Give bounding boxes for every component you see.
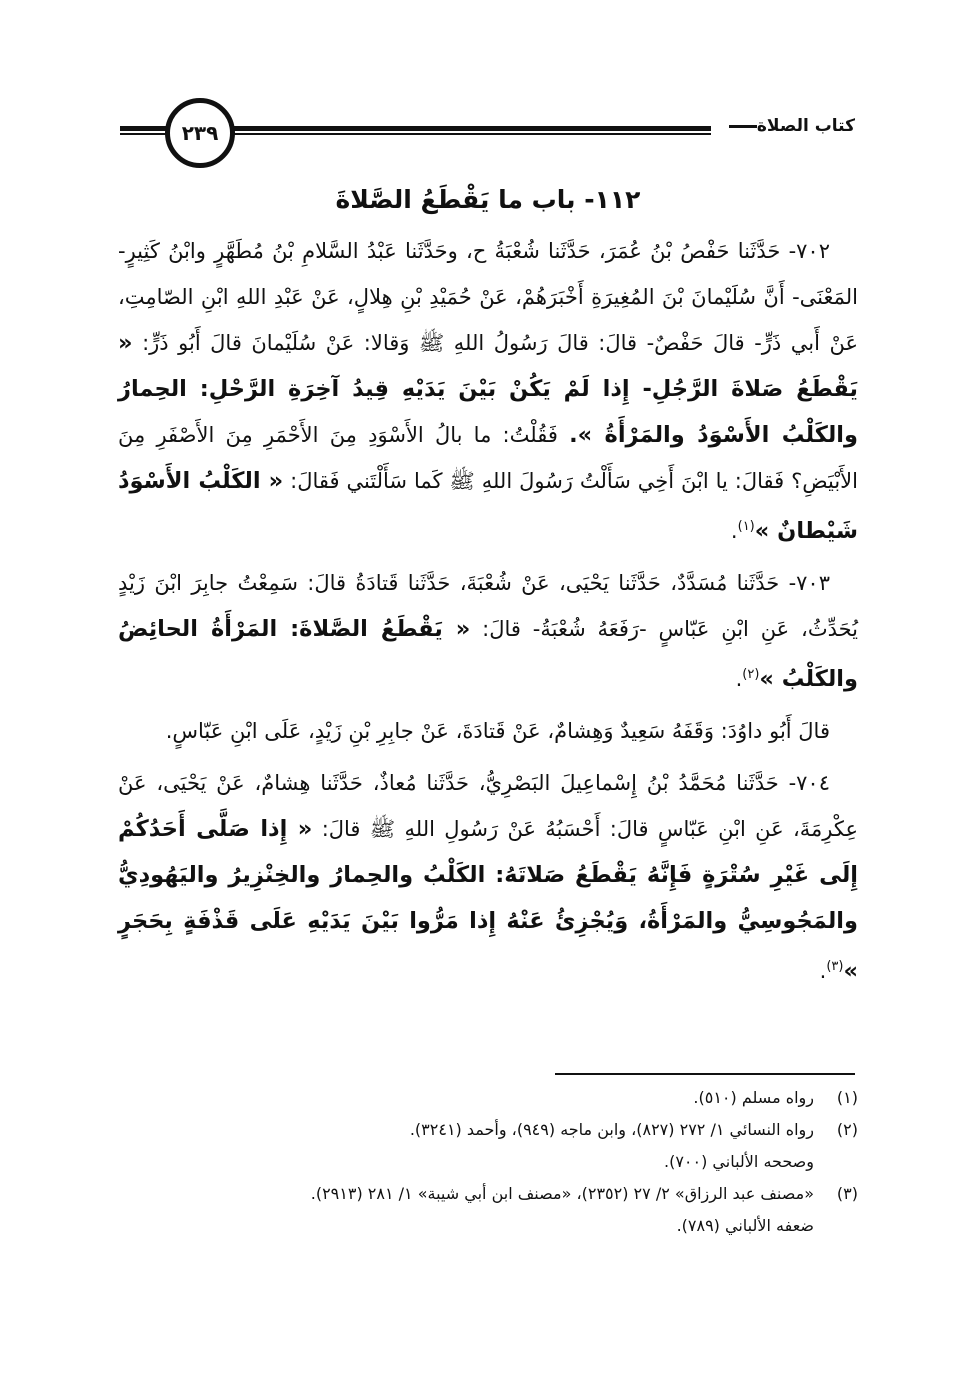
sentence-end: . xyxy=(730,519,738,543)
page-number: ٢٣٩ xyxy=(181,121,219,145)
footnote-line: ضعفه الألباني (٧٨٩). xyxy=(676,1216,814,1235)
footnote-body xyxy=(100,1114,814,1178)
main-text xyxy=(118,185,858,1000)
hadith-text: « يَقْطَعُ صَلاةَ الرَّجُلِ- إِذا لَمْ يَكُنْ بَيْنَ يَدَيْهِ قِيدُ آخِرَةِ الرَّحْلِ: الحِمارُ والكَلْبُ الأَسْوَدُ والمَرْأَةُ ». xyxy=(118,330,858,448)
hadith-text: « يَقْطَعُ الصَّلاةَ: المَرْأَةُ الحائِضُ والكَلْبُ » xyxy=(118,616,858,692)
footnote-line: رواه مسلم (٥١٠). xyxy=(693,1088,814,1107)
footnote-1 xyxy=(100,1082,858,1114)
page-number-badge xyxy=(165,98,235,168)
hadith-text: « الكَلْبُ الأَسْوَدُ شَيْطانٌ » xyxy=(118,468,858,544)
footnote-line: وصححه الألباني (٧٠٠). xyxy=(663,1152,814,1171)
hadith-704 xyxy=(118,760,858,994)
footnote-number: (١) xyxy=(836,1088,858,1107)
footnote-ref: (٣) xyxy=(826,959,844,974)
hadith-text: « إِذا صَلَّى أَحَدُكُمْ إِلَى غَيْرِ سُتْرَةٍ فَإِنَّهُ يَقْطَعُ صَلاتَهُ: الكَلْبُ والحِمارُ والخِنْزِيرُ واليَهُودِيُّ والمَجُوسِيُّ والمَرْأَةُ، وَيُجْزِئُ عَنْهُ إِذا مَرُّوا بَيْنَ يَدَيْهِ عَلَى قَذْفَةٍ بِحَجَرٍ » xyxy=(118,816,858,984)
footnote-separator xyxy=(555,1073,855,1075)
footnote-ref: (٢) xyxy=(742,667,760,682)
abu-dawud-note xyxy=(118,708,858,754)
footnote-2 xyxy=(100,1114,858,1178)
narration-text: فَقُلْتُ: ما بالُ الأَسْوَدِ مِنَ الأَحْمَرِ مِنَ الأَصْفَرِ مِنَ الأَبْيَضِ؟ فَقالَ: يا ابْنَ أَخِي سَأَلْتُ رَسُولَ اللهِ ﷺ كَما سَأَلْتَني فَقالَ: xyxy=(118,423,858,493)
hadith-703 xyxy=(118,560,858,702)
page-header xyxy=(120,95,855,165)
sentence-end: . xyxy=(735,667,743,691)
title-dash xyxy=(729,125,757,128)
footnote-number: (٣) xyxy=(836,1184,858,1203)
footnote-3 xyxy=(100,1178,858,1242)
isnad-text: ٧٠٢- حَدَّثَنا حَفْصُ بْنُ عُمَرَ، حَدَّثَنا شُعْبَةُ ح، وحَدَّثَنا عَبْدُ السَّلامِ بْنُ مُطَهَّرٍ وابْنُ كَثِيرٍ- المَعْنَى- أَنَّ سُلَيْمانَ بْنَ المُغِيرَةِ أَخْبَرَهُمْ، عَنْ حُمَيْدِ بْنِ هِلالٍ، عَنْ عَبْدِ اللهِ ابْنِ الصّامِتِ، عَنْ أَبي ذَرٍّ- قالَ حَفْصٌ- قالَ: قالَ رَسُولُ اللهِ ﷺ وَقالا: عَنْ سُلَيْمانَ قالَ أَبُو ذَرٍّ: xyxy=(118,239,858,355)
footnote-body xyxy=(100,1178,814,1242)
footnote-ref: (١) xyxy=(737,519,755,534)
footnote-line: «مصنف عبد الرزاق» ٢/ ٢٧ (٢٣٥٢)، «مصنف ابن أبي شيبة» ١/ ٢٨١ (٢٩١٣). xyxy=(310,1184,814,1203)
note-text: قالَ أَبُو داوُدَ: وَقَفَهُ سَعِيدٌ وَهِشامٌ، عَنْ قَتادَةَ، عَنْ جابِرِ بْنِ زَيْدٍ، عَلَى ابْنِ عَبّاسٍ. xyxy=(165,719,830,743)
book-title xyxy=(711,111,855,141)
footnotes xyxy=(100,1082,858,1242)
isnad-text: ٧٠٣- حَدَّثَنا مُسَدَّدٌ، حَدَّثَنا يَحْيَى، عَنْ شُعْبَةَ، حَدَّثَنا قَتادَةُ قالَ: سَمِعْتُ جابِرَ ابْنَ زَيْدٍ يُحَدِّثُ، عَنِ ابْنِ عَبّاسٍ -رَفَعَهُ شُعْبَةُ- قالَ: xyxy=(118,571,859,641)
hadith-702 xyxy=(118,228,858,554)
sentence-end: . xyxy=(819,959,827,983)
book-title-text: كتاب الصلاة xyxy=(756,116,855,136)
chapter-title: ١١٢- باب ما يَقْطَعُ الصَّلاةَ xyxy=(335,185,641,214)
footnote-number: (٢) xyxy=(836,1120,858,1139)
footnote-line: رواه النسائي ١/ ٢٧٢ (٨٢٧)، وابن ماجه (٩٤٩)، وأحمد (٣٢٤١). xyxy=(409,1120,814,1139)
isnad-text: ٧٠٤- حَدَّثَنا مُحَمَّدُ بْنُ إِسْماعِيلَ البَصْرِيُّ، حَدَّثَنا مُعاذٌ، حَدَّثَنا هِشامٌ، عَنْ يَحْيَى، عَنْ عِكْرِمَةَ، عَنِ ابْنِ عَبّاسٍ قالَ: أَحْسَبُهُ عَنْ رَسُولِ اللهِ ﷺ قالَ: xyxy=(118,771,858,841)
footnote-body xyxy=(100,1082,814,1114)
